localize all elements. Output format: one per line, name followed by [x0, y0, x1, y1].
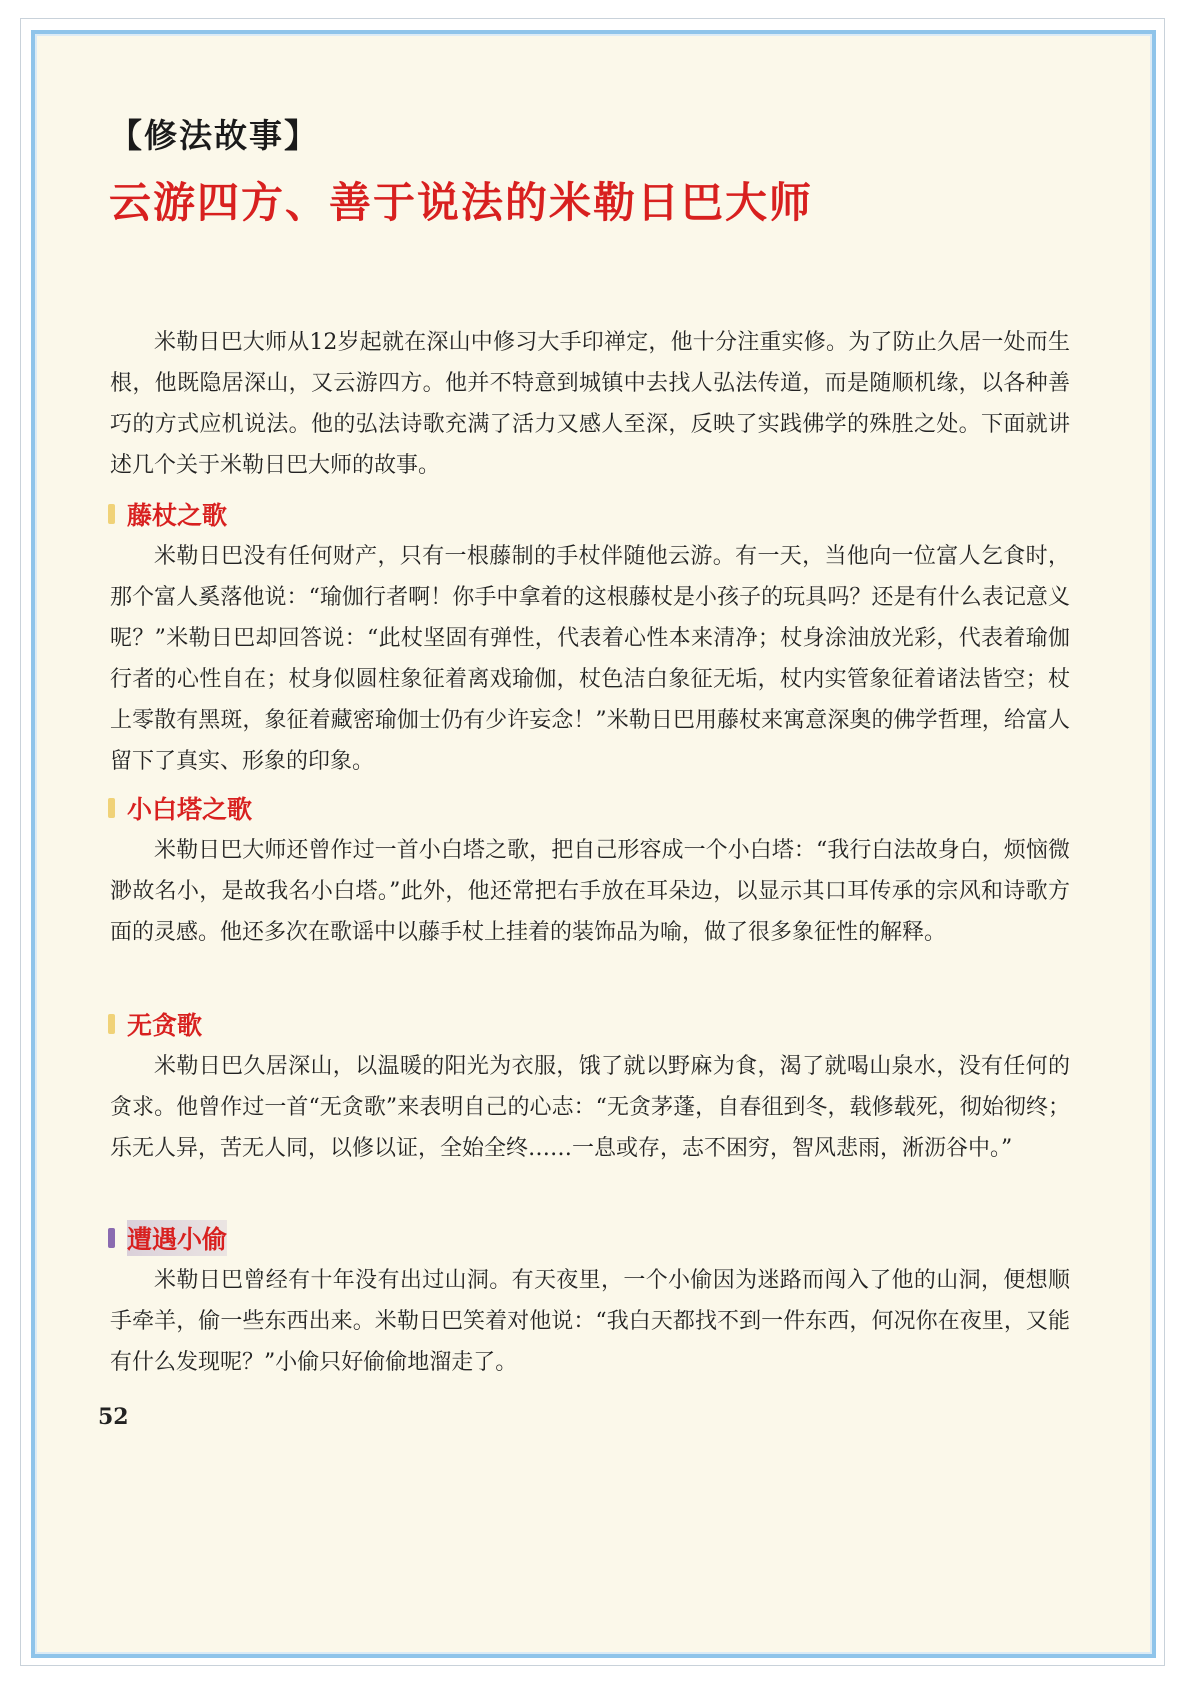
subheading-label: 藤杖之歌 [127, 501, 228, 530]
subheading-white-stupa-song [108, 790, 252, 826]
page-title: 云游四方、善于说法的米勒日巴大师 [109, 178, 814, 227]
intro-paragraph: 米勒日巴大师从12岁起就在深山中修习大手印禅定，他十分注重实修。为了防止久居一处而生根，他既隐居深山，又云游四方。他并不特意到城镇中去找人弘法传道，而是随顺机缘，以各种善巧的方式应机说法。他的弘法诗歌充满了活力又感人至深，反映了实践佛学的殊胜之处。下面就讲述几个关于米勒日巴大师的故事。 [110, 330, 1070, 478]
paragraph-white-stupa-song: 米勒日巴大师还曾作过一首小白塔之歌，把自己形容成一个小白塔：“我行白法故身白，烦恼微渺故名小，是故我名小白塔。”此外，他还常把右手放在耳朵边，以显示其口耳传承的宗风和诗歌方面的灵感。他还多次在歌谣中以藤手杖上挂着的装饰品为喻，做了很多象征性的解释。 [110, 838, 1070, 945]
paragraph-meeting-thief: 米勒日巴曾经有十年没有出过山洞。有天夜里，一个小偷因为迷路而闯入了他的山洞，便想顺手牵羊，偷一些东西出来。米勒日巴笑着对他说：“我白天都找不到一件东西，何况你在夜里，又能有什么发现呢？”小偷只好偷偷地溜走了。 [110, 1268, 1070, 1375]
bullet-marker-icon [108, 504, 115, 524]
bullet-marker-icon [108, 1014, 115, 1034]
subheading-label: 无贪歌 [127, 1011, 203, 1040]
subheading-cane-song [108, 496, 227, 532]
bullet-marker-icon [108, 1228, 115, 1248]
subheading-label: 小白塔之歌 [127, 795, 253, 824]
subheading-meeting-thief [108, 1220, 227, 1256]
subheading-label: 遭遇小偷 [127, 1220, 227, 1256]
page-number: 52 [98, 1404, 129, 1430]
paragraph-cane-song: 米勒日巴没有任何财产，只有一根藤制的手杖伴随他云游。有一天，当他向一位富人乞食时，那个富人奚落他说：“瑜伽行者啊！你手中拿着的这根藤杖是小孩子的玩具吗？还是有什么表记意义呢？”米勒日巴却回答说：“此杖坚固有弹性，代表着心性本来清净；杖身涂油放光彩，代表着瑜伽行者的心性自在；杖身似圆柱象征着离戏瑜伽，杖色洁白象征无垢，杖内实管象征着诸法皆空；杖上零散有黑斑，象征着藏密瑜伽士仍有少许妄念！”米勒日巴用藤杖来寓意深奥的佛学哲理，给富人留下了真实、形象的印象。 [110, 544, 1070, 774]
paragraph-no-greed-song: 米勒日巴久居深山，以温暖的阳光为衣服，饿了就以野麻为食，渴了就喝山泉水，没有任何的贪求。他曾作过一首“无贪歌”来表明自己的心志：“无贪茅蓬，自春徂到冬，载修载死，彻始彻终；乐无人异，苦无人同，以修以证，全始全终……一息或存，志不困穷，智风悲雨，淅沥谷中。” [110, 1054, 1070, 1161]
subheading-no-greed-song [108, 1006, 202, 1042]
bullet-marker-icon [108, 798, 115, 818]
section-label: 【修法故事】 [109, 116, 319, 155]
